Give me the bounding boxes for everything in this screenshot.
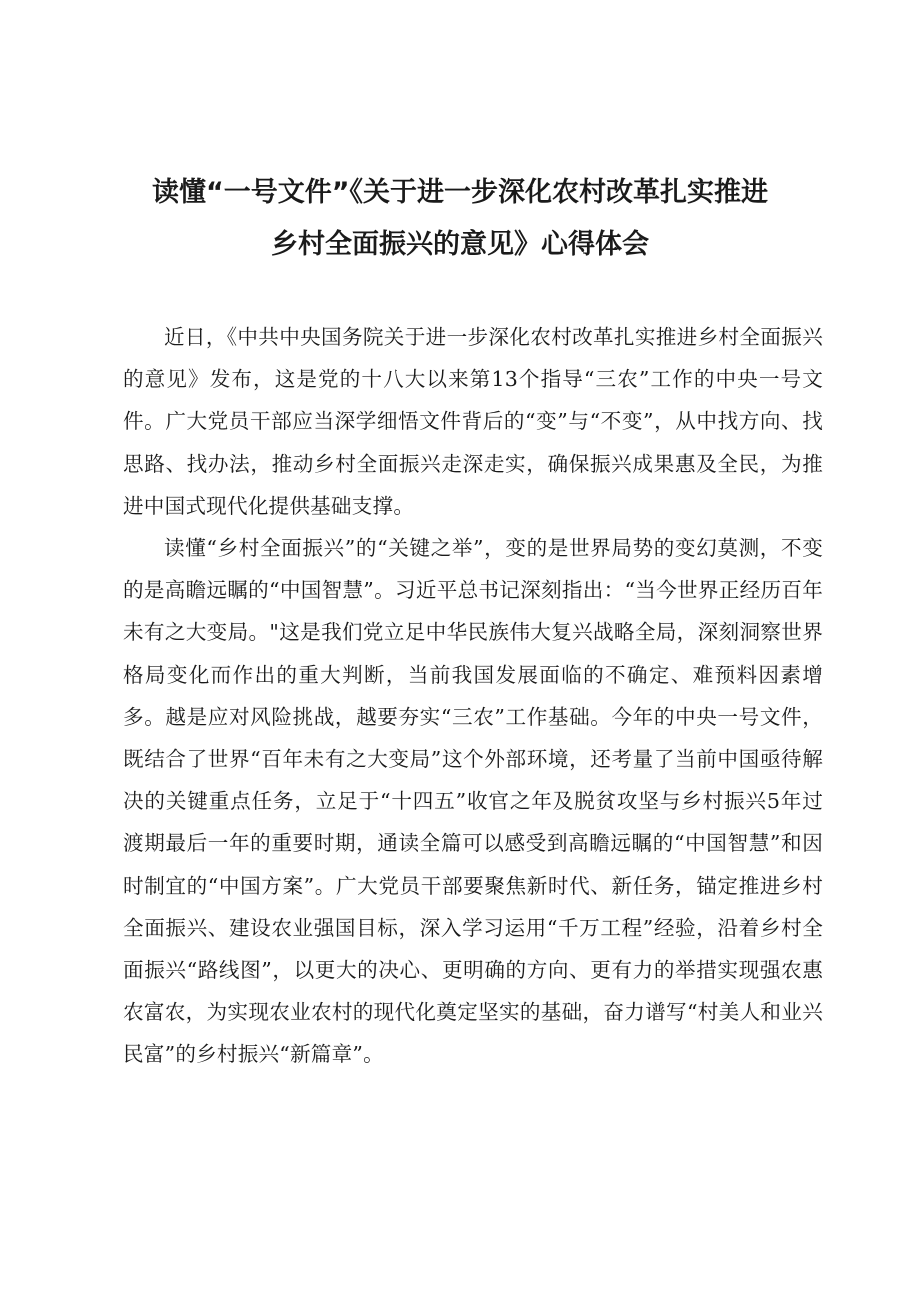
document-title-line-1: 读懂“一号文件”《关于进一步深化农村改革扎实推进 (152, 177, 768, 208)
document-title-line-2: 乡村全面振兴的意见》心得体会 (271, 229, 649, 260)
body-paragraph-2: 读懂“乡村全面振兴”的“关键之举”，变的是世界局势的变幻莫测，不变的是高瞻远瞩的“中国智慧”。习近平总书记深刻指出：“当今世界正经历百年未有之大变局。"这是我们党立足中华民族伟大复兴战略全局，深刻洞察世界格局变化而作出的重大判断，当前我国发展面临的不确定、难预料因素增多。越是应对风险挑战，越要夯实“三农”工作基础。今年的中央一号文件，既结合了世界“百年未有之大变局”这个外部环境，还考量了当前中国亟待解决的关键重点任务，立足于“十四五”收官之年及脱贫攻坚与乡村振兴5年过渡期最后一年的重要时期，通读全篇可以感受到高瞻远瞩的“中国智慧”和因时制宜的“中国方案”。广大党员干部要聚焦新时代、新任务，锚定推进乡村全面振兴、建设农业强国目标，深入学习运用“千万工程”经验，沿着乡村全面振兴“路线图”，以更大的决心、更明确的方向、更有力的举措实现强农惠农富农，为实现农业农村的现代化奠定坚实的基础，奋力谱写“村美人和业兴民富”的乡村振兴“新篇章”。 (123, 536, 823, 1067)
body-paragraph-1: 近日，《中共中央国务院关于进一步深化农村改革扎实推进乡村全面振兴的意见》发布，这是党的十八大以来第13个指导“三农”工作的中央一号文件。广大党员干部应当深学细悟文件背后的“变”与“不变”，从中找方向、找思路、找办法，推动乡村全面振兴走深走实，确保振兴成果惠及全民，为推进中国式现代化提供基础支撑。 (123, 325, 823, 518)
